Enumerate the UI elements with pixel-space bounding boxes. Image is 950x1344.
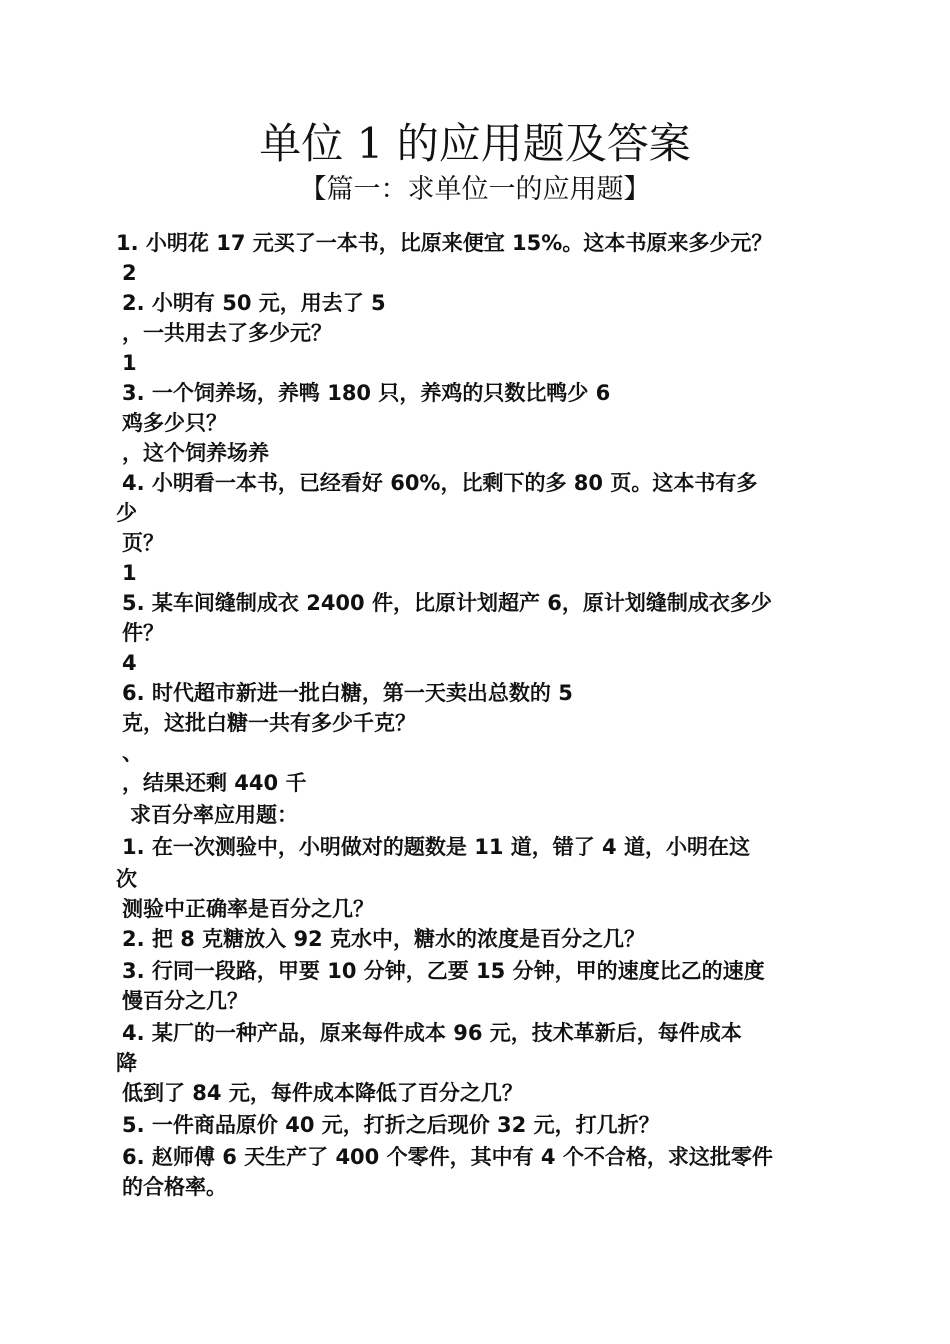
text-line: 1 [122,351,137,375]
text-line: ，一共用去了多少元？ [122,321,332,345]
text-line: 降 [116,1051,137,1075]
document-title: 单位 1 的应用题及答案 [259,119,691,168]
text-line: 慢百分之几？ [122,989,248,1013]
text-line: 件？ [122,621,164,645]
text-line: ，结果还剩 440 千 [122,771,307,795]
text-line: 求百分率应用题： [130,803,298,827]
text-line: 2. 把 8 克糖放入 92 克水中，糖水的浓度是百分之几？ [122,927,645,951]
text-line: 测验中正确率是百分之几？ [122,897,374,921]
text-line: 6. 赵师傅 6 天生产了 400 个零件，其中有 4 个不合格，求这批零件 [122,1145,773,1169]
section-heading: 【篇一：求单位一的应用题】 [299,174,651,205]
text-line: 1 [122,561,137,585]
text-line: 的合格率。 [122,1175,227,1199]
text-line: 4. 某厂的一种产品，原来每件成本 96 元，技术革新后，每件成本 [122,1021,742,1045]
text-line: 3. 一个饲养场，养鸭 180 只，养鸡的只数比鸭少 6 [122,381,611,405]
text-line: 次 [116,867,137,891]
text-line: ，这个饲养场养 [122,441,269,465]
text-line: 、 [122,741,143,765]
text-line: 5. 某车间缝制成衣 2400 件，比原计划超产 6，原计划缝制成衣多少 [122,591,772,615]
text-line: 2. 小明有 50 元，用去了 5 [122,291,386,315]
text-line: 克，这批白糖一共有多少千克？ [122,711,416,735]
text-line: 4. 小明看一本书，已经看好 60%，比剩下的多 80 页。这本书有多 [122,471,758,495]
text-line: 6. 时代超市新进一批白糖，第一天卖出总数的 5 [122,681,573,705]
text-line: 1. 小明花 17 元买了一本书，比原来便宜 15%。这本书原来多少元？ [116,231,773,255]
text-line: 页？ [122,531,164,555]
text-line: 少 [116,501,137,525]
text-line: 4 [122,651,137,675]
text-line: 2 [122,261,137,285]
text-line: 1. 在一次测验中，小明做对的题数是 11 道，错了 4 道，小明在这 [122,835,750,859]
text-line: 鸡多少只？ [122,411,227,435]
text-line: 3. 行同一段路，甲要 10 分钟，乙要 15 分钟，甲的速度比乙的速度 [122,959,765,983]
text-line: 低到了 84 元，每件成本降低了百分之几？ [122,1081,523,1105]
text-line: 5. 一件商品原价 40 元，打折之后现价 32 元，打几折？ [122,1113,660,1137]
